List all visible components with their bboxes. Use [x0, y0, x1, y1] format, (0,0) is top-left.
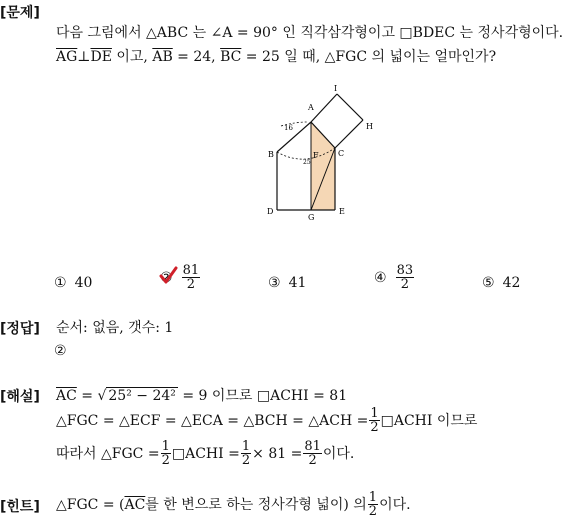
- hint-fraction-half: $\frac{1}{2}$: [368, 490, 378, 519]
- label-a: A: [308, 103, 314, 112]
- explanation-text-2: △FGC = △ECF = △ECA = △BCH = △ACH =: [56, 412, 369, 429]
- label-g: G: [308, 213, 315, 222]
- answer-meta: 순서: 없음, 갯수: 1: [56, 320, 174, 336]
- explanation-header: [해설]: [0, 389, 40, 405]
- side-ai: [311, 94, 337, 122]
- explanation-text-1: = 9 이므로 □ACHI = 81: [177, 388, 348, 404]
- hint-text-2: 를 한 변으로 하는 정사각형 넓이) 의: [145, 496, 367, 513]
- choice-4-number: ④: [374, 269, 387, 286]
- label-b: B: [268, 150, 274, 159]
- explanation-eq: =: [76, 388, 98, 404]
- label-bc-length: 25: [303, 159, 311, 166]
- choice-5-number: ⑤: [482, 275, 495, 291]
- label-i: I: [334, 84, 338, 93]
- hint-text-1: △FGC = (: [56, 496, 125, 513]
- side-hc: [335, 120, 363, 148]
- segment-de: $\overline{DE}$: [90, 49, 112, 65]
- label-d: D: [267, 207, 274, 216]
- fraction-half-3: $\frac{1}{2}$: [241, 439, 251, 468]
- fraction-81-over-2: $\frac{81}{2}$: [304, 439, 321, 468]
- problem-text-3: = 25 일 때, △FGC 의 넓이는 얼마인가?: [241, 49, 497, 65]
- explanation-text-6: × 81 =: [252, 445, 303, 462]
- problem-text-1: 이고,: [111, 49, 153, 65]
- segment-bc: $\overline{BC}$: [220, 49, 242, 65]
- label-ab-length: 16: [284, 124, 293, 132]
- hint-segment-ac: $\overline{AC}$: [124, 496, 146, 513]
- explanation-segment-ac: $\overline{AC}$: [56, 388, 77, 404]
- geometry-figure: [255, 82, 385, 224]
- choice-1-number: ①: [54, 275, 67, 291]
- problem-header: [문제]: [0, 5, 40, 21]
- explanation-line-1: [56, 387, 347, 405]
- choice-2-value: $\frac{81}{2}$: [182, 263, 200, 292]
- hint-header: [힌트]: [0, 499, 40, 515]
- choice-4[interactable]: [374, 264, 415, 291]
- label-f: F: [313, 151, 319, 160]
- problem-line-2: [56, 48, 496, 66]
- problem-line-1: 다음 그림에서 △ABC 는 ∠A = 90° 인 직각삼각형이고 □BDEC 는 정사각형이다.: [56, 25, 564, 41]
- choice-3[interactable]: [268, 275, 306, 291]
- sqrt-symbol: √: [97, 388, 107, 404]
- explanation-text-5: □ACHI =: [171, 445, 240, 462]
- explanation-line-2: [56, 407, 477, 434]
- choice-1-value: 40: [74, 275, 93, 291]
- sqrt-radicand: 25² − 24²: [108, 388, 176, 404]
- choice-1[interactable]: [54, 275, 92, 291]
- answer-header: [정답]: [0, 321, 40, 337]
- segment-ag: $\overline{AG}$: [56, 49, 78, 65]
- explanation-line-3: [56, 440, 354, 467]
- side-ab: [277, 122, 311, 152]
- choice-4-value: $\frac{83}{2}$: [396, 263, 414, 292]
- choice-2[interactable]: [160, 264, 201, 291]
- hint-text-3: 이다.: [379, 496, 411, 513]
- choice-2-number: ②: [160, 270, 173, 286]
- explanation-text-4: 따라서 △FGC =: [56, 445, 160, 462]
- label-h: H: [366, 122, 373, 131]
- segment-ab: $\overline{AB}$: [152, 49, 173, 65]
- hint-line: [56, 491, 411, 518]
- choice-5[interactable]: [482, 275, 520, 291]
- fraction-half-1: $\frac{1}{2}$: [370, 406, 379, 435]
- problem-text-2: = 24,: [172, 49, 221, 65]
- label-e: E: [339, 207, 345, 216]
- checkmark-icon: [158, 266, 178, 286]
- label-c: C: [338, 149, 345, 158]
- explanation-text-7: 이다.: [322, 445, 355, 462]
- choice-3-number: ③: [268, 275, 281, 291]
- perp-symbol: ⊥: [77, 49, 91, 65]
- choice-3-value: 41: [288, 275, 307, 291]
- choice-5-value: 42: [502, 275, 521, 291]
- answer-value: ②: [54, 343, 67, 359]
- side-ih: [337, 94, 363, 120]
- fraction-half-2: $\frac{1}{2}$: [161, 439, 170, 468]
- explanation-text-3: □ACHI 이므로: [380, 412, 478, 429]
